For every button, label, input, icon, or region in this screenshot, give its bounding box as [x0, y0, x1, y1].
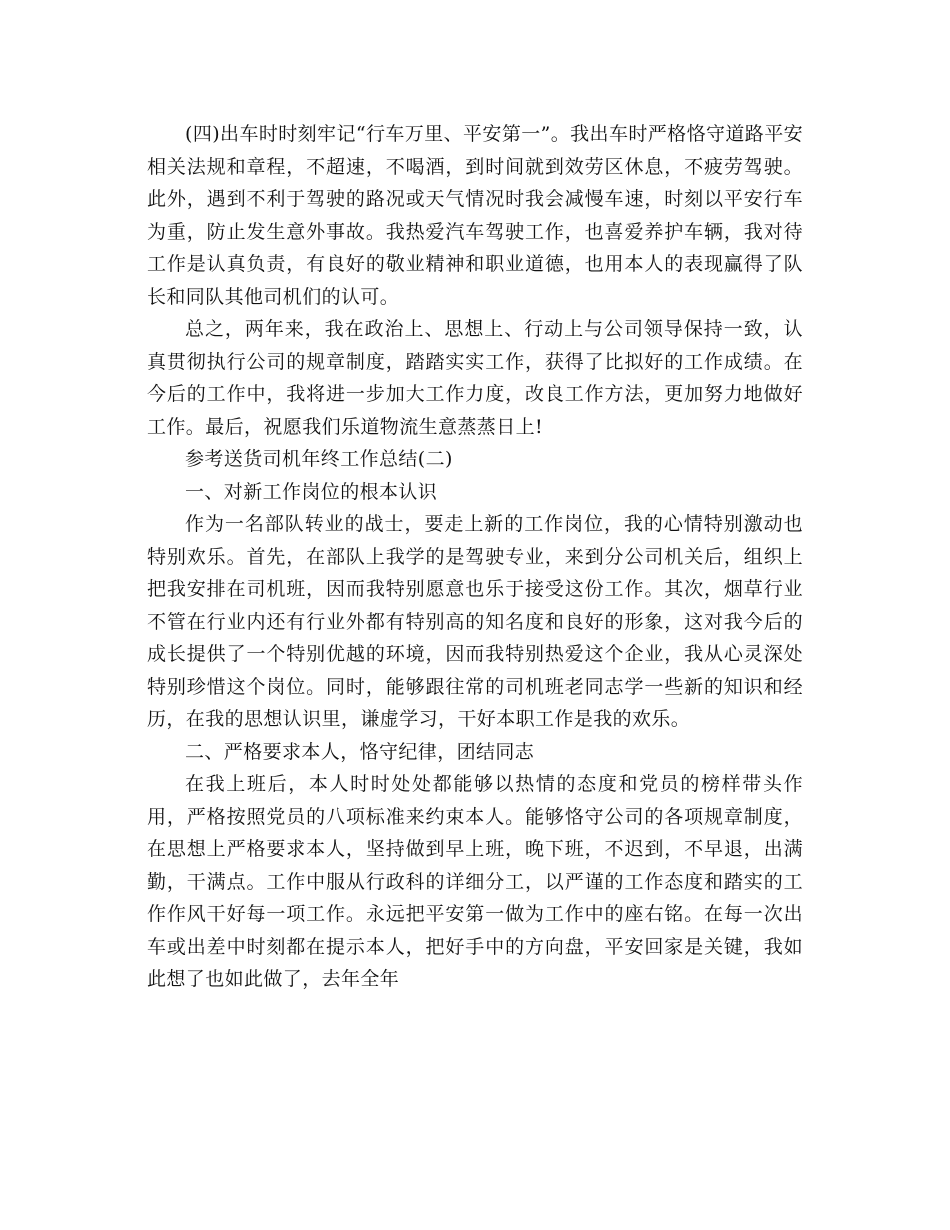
- paragraph-summary: 总之，两年来，我在政治上、思想上、行动上与公司领导保持一致，认真贯彻执行公司的规章制度，踏踏实实工作，获得了比拟好的工作成绩。在今后的工作中，我将进一步加大工作力度，改良工作方法，更加努力地做好工作。最后，祝愿我们乐道物流生意蒸蒸日上!: [147, 318, 803, 438]
- paragraph-new-post: 作为一名部队转业的战士，要走上新的工作岗位，我的心情特别激动也特别欢乐。首先，在部队上我学的是驾驶专业，来到分公司机关后，组织上把我安排在司机班，因而我特别愿意也乐于接受这份工作。其次，烟草行业不管在行业内还有行业外都有特别高的知名度和良好的形象，这对我今后的成长提供了一个特别优越的环境，因而我特别热爱这个企业，我从心灵深处特别珍惜这个岗位。同时，能够跟往常的司机班老同志学一些新的知识和经历，在我的思想认识里，谦虚学习，干好本职工作是我的欢乐。: [147, 513, 803, 730]
- paragraph-discipline: 在我上班后，本人时时处处都能够以热情的态度和党员的榜样带头作用，严格按照党员的八项标准来约束本人。能够恪守公司的各项规章制度，在思想上严格要求本人，坚持做到早上班，晚下班，不迟到，不早退，出满勤，干满点。工作中服从行政科的详细分工，以严谨的工作态度和踏实的工作作风干好每一项工作。永远把平安第一做为工作中的座右铭。在每一次出车或出差中时刻都在提示本人，把好手中的方向盘，平安回家是关键，我如此想了也如此做了，去年全年: [147, 773, 803, 990]
- section-title: 参考送货司机年终工作总结(二): [185, 448, 453, 470]
- heading-one: 一、对新工作岗位的根本认识: [185, 480, 438, 503]
- paragraph-safety: (四)出车时时刻牢记“行车万里、平安第一”。我出车时严格恪守道路平安相关法规和章程，不超速，不喝酒，到时间就到效劳区休息，不疲劳驾驶。此外，遇到不利于驾驶的路况或天气情况时我会减慢车速，时刻以平安行车为重，防止发生意外事故。我热爱汽车驾驶工作，也喜爱养护车辆，我对待工作是认真负责，有良好的敬业精神和职业道德，也用本人的表现赢得了队长和同队其他司机们的认可。: [147, 123, 803, 308]
- heading-two: 二、严格要求本人，恪守纪律，团结同志: [185, 740, 535, 763]
- document-body: [147, 118, 803, 996]
